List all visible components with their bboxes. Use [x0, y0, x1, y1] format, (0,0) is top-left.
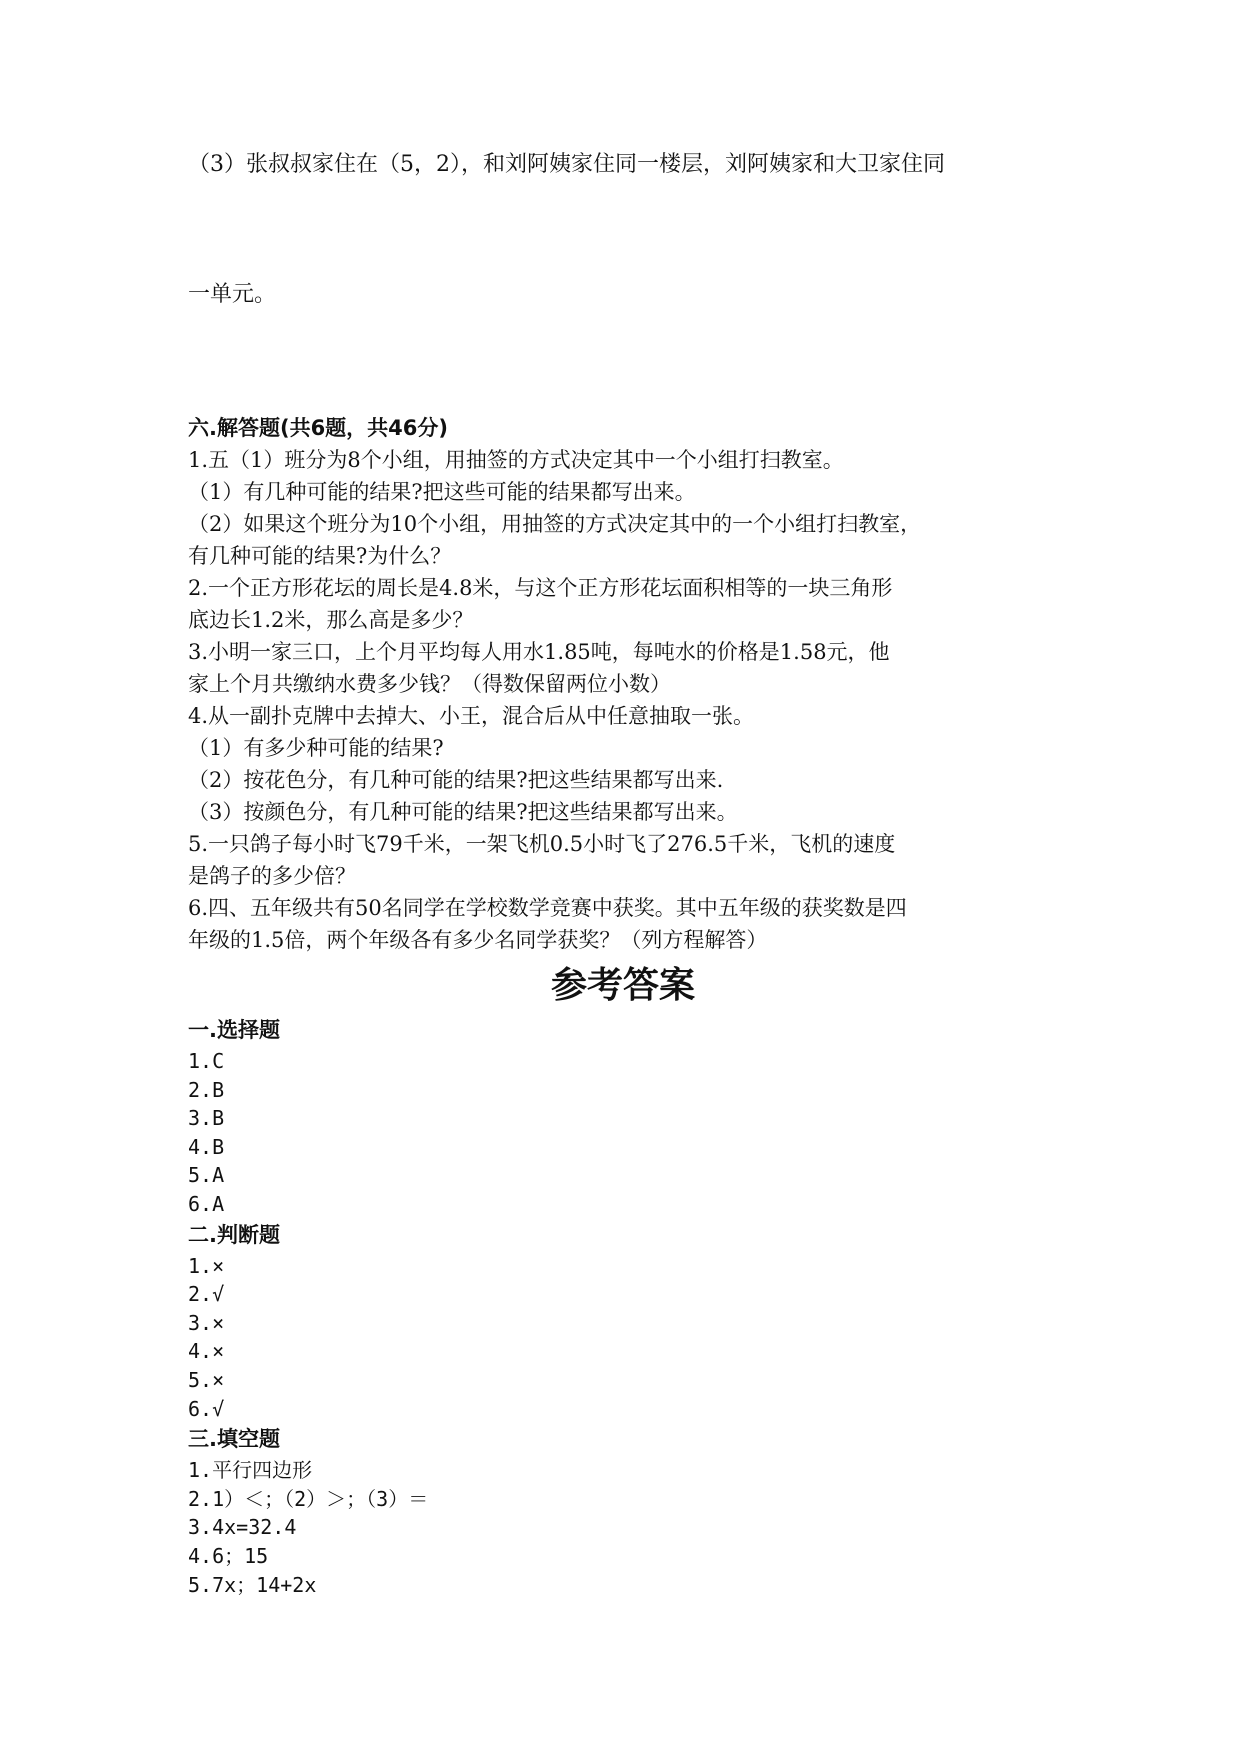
question-line: 底边长1.2米，那么高是多少？	[188, 608, 474, 632]
page-content	[188, 148, 1058, 1599]
question-line: 3.小明一家三口，上个月平均每人用水1.85吨，每吨水的价格是1.58元，他	[188, 640, 890, 664]
intro-text-line-2: 一单元。	[188, 282, 277, 307]
answer-item: 4.×	[188, 1339, 225, 1364]
question-line: 4.从一副扑克牌中去掉大、小王，混合后从中任意抽取一张。	[188, 704, 755, 728]
question-line: 家上个月共缴纳水费多少钱？（得数保留两位小数）	[188, 672, 671, 696]
answer-item: 3.B	[188, 1106, 225, 1131]
question-line: （1）有多少种可能的结果?	[188, 736, 444, 760]
spacer	[188, 182, 1058, 278]
question-line: （3）按颜色分，有几种可能的结果?把这些结果都写出来。	[188, 800, 738, 824]
answer-section-heading-choice: 一.选择题	[188, 1018, 280, 1042]
answer-item: 2.B	[188, 1077, 225, 1102]
question-list	[188, 444, 1058, 956]
question-line: 1.五（1）班分为8个小组，用抽签的方式决定其中一个小组打扫教室。	[188, 448, 844, 472]
question-line: 2.一个正方形花坛的周长是4.8米，与这个正方形花坛面积相等的一块三角形	[188, 576, 893, 600]
answer-item: 1.×	[188, 1253, 225, 1278]
answer-item: 6.√	[188, 1396, 225, 1421]
question-line: 6.四、五年级共有50名同学在学校数学竞赛中获奖。其中五年级的获奖数是四	[188, 896, 907, 920]
answer-item: 2.√	[188, 1282, 225, 1307]
answer-item: 3.4x=32.4	[188, 1515, 297, 1540]
intro-text-line-1: （3）张叔叔家住在（5，2），和刘阿姨家住同一楼层，刘阿姨家和大卫家住同	[188, 152, 945, 177]
question-line: 年级的1.5倍，两个年级各有多少名同学获奖？（列方程解答）	[188, 928, 768, 952]
answer-item: 4.B	[188, 1134, 225, 1159]
answer-item: 2.1）＜；（2）＞；（3）＝	[188, 1486, 429, 1511]
answer-section-heading-fill-blank: 三.填空题	[188, 1427, 280, 1452]
question-line: 5.一只鸽子每小时飞79千米，一架飞机0.5小时飞了276.5千米，飞机的速度	[188, 832, 896, 856]
question-line: 是鸽子的多少倍？	[188, 864, 356, 888]
answer-item: 1.平行四边形	[188, 1458, 313, 1483]
answer-item: 5.A	[188, 1163, 225, 1188]
question-line: （2）如果这个班分为10个小组，用抽签的方式决定其中的一个小组打扫教室，	[188, 512, 922, 536]
answer-item: 5.7x；14+2x	[188, 1572, 317, 1597]
section-heading-solve: 六.解答题(共6题，共46分)	[188, 416, 449, 440]
answer-section-heading-judgement: 二.判断题	[188, 1222, 280, 1247]
answer-item: 6.A	[188, 1191, 225, 1216]
answers-title: 参考答案	[550, 965, 695, 1006]
question-line: （1）有几种可能的结果?把这些可能的结果都写出来。	[188, 480, 696, 504]
answer-item: 4.6；15	[188, 1543, 269, 1568]
spacer	[188, 312, 1058, 412]
answer-item: 1.C	[188, 1049, 225, 1073]
answer-item: 3.×	[188, 1310, 225, 1335]
question-line: （2）按花色分，有几种可能的结果?把这些结果都写出来.	[188, 768, 724, 792]
question-line: 有几种可能的结果?为什么？	[188, 544, 452, 568]
answer-item: 5.×	[188, 1367, 225, 1392]
